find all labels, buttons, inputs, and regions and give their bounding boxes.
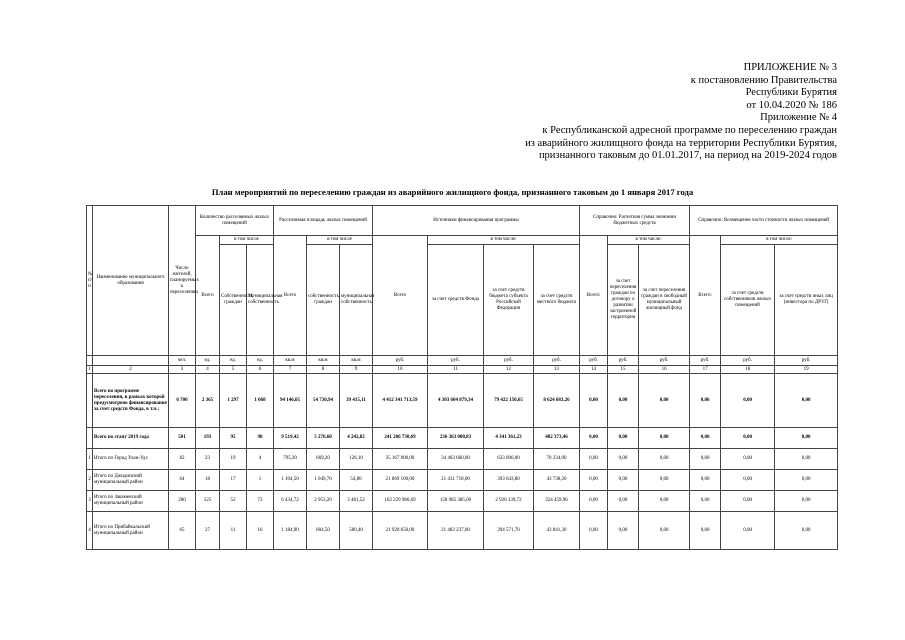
cell: 73 bbox=[247, 491, 274, 512]
cell: 0,00 bbox=[639, 449, 690, 470]
colnum-cell: 1 bbox=[88, 366, 91, 372]
cell: 0,00 bbox=[608, 512, 639, 550]
subheader: за счет средств местного бюджета bbox=[534, 245, 580, 356]
cell: 4 242,82 bbox=[340, 428, 373, 449]
units-cell: кв.м bbox=[307, 356, 340, 366]
header-line: признанного таковым до 01.01.2017, на период на 2019-2024 годов bbox=[538, 150, 837, 162]
colnum-cell: 5 bbox=[220, 366, 247, 374]
cell: 19 bbox=[220, 449, 247, 470]
subheader-incl: в том числе bbox=[307, 236, 373, 245]
cell: 2 365 bbox=[196, 374, 220, 428]
cell: 0,00 bbox=[721, 374, 775, 428]
colnum-cell: 2 bbox=[93, 366, 169, 374]
units-cell: ед. bbox=[247, 356, 274, 366]
cell: 1 068 bbox=[247, 374, 274, 428]
cell: 0,00 bbox=[721, 449, 775, 470]
cell: 280 bbox=[169, 491, 196, 512]
cell: 0,00 bbox=[690, 449, 721, 470]
cell: 43 738,20 bbox=[534, 470, 580, 491]
cell: 52 bbox=[220, 491, 247, 512]
header-economy: Справочно: Расчетная сумма экономии бюджетных средств bbox=[580, 206, 690, 236]
cell: 6 700 bbox=[169, 374, 196, 428]
cell: 0,00 bbox=[580, 512, 608, 550]
cell: 9 519,42 bbox=[274, 428, 307, 449]
cell: 43 841,30 bbox=[534, 512, 580, 550]
table-row bbox=[87, 449, 838, 470]
header-resettled: Число жителей, планируемых к переселению bbox=[169, 206, 196, 356]
row-name: Итого по Прибайкальский муниципальный район bbox=[93, 512, 169, 550]
row-name: Всего по этапу 2019 года bbox=[93, 428, 169, 449]
cell: 158 985 385,00 bbox=[428, 491, 484, 512]
cell: 27 bbox=[196, 512, 220, 550]
subheader: за счет средств Фонда bbox=[428, 245, 484, 356]
units-cell: руб. bbox=[721, 356, 775, 366]
units-cell: руб. bbox=[428, 356, 484, 366]
cell: 0,00 bbox=[608, 449, 639, 470]
cell: 79 422 150,65 bbox=[484, 374, 534, 428]
cell: 21 431 718,00 bbox=[428, 470, 484, 491]
cell: 11 bbox=[220, 512, 247, 550]
colnum-cell: 7 bbox=[274, 366, 307, 374]
row-num: 2 bbox=[87, 470, 93, 491]
subheader: Всего bbox=[373, 236, 428, 356]
units-cell: руб. bbox=[534, 356, 580, 366]
cell: 1 104,50 bbox=[274, 470, 307, 491]
colnum-cell: 15 bbox=[608, 366, 639, 374]
cell: 193 bbox=[196, 428, 220, 449]
cell: 0,00 bbox=[775, 512, 838, 550]
cell: 5 276,60 bbox=[307, 428, 340, 449]
subheader: за счет переселения граждан по договору о развитии застроенной территории bbox=[608, 245, 639, 356]
colnum-cell: 10 bbox=[373, 366, 428, 374]
colnum-cell: 6 bbox=[247, 366, 274, 374]
subheader: за счет средств бюджета субъекта Российской Федерации bbox=[484, 245, 534, 356]
units-cell: чел. bbox=[169, 356, 196, 366]
cell: 482 373,46 bbox=[534, 428, 580, 449]
cell: 21 869 100,00 bbox=[373, 470, 428, 491]
cell: 0,00 bbox=[639, 428, 690, 449]
subheader: за счет средств собственников жилых помещений bbox=[721, 245, 775, 356]
table-row bbox=[87, 428, 838, 449]
cell: 35 167 000,00 bbox=[373, 449, 428, 470]
subheader-incl: в том числе: bbox=[608, 236, 690, 245]
header-sources: Источники финансирования программы bbox=[373, 206, 580, 236]
cell: 669,20 bbox=[307, 449, 340, 470]
row-name: Итого по Джидинский муниципальный район bbox=[93, 470, 169, 491]
subheader: Муниципальная собственность bbox=[247, 245, 274, 356]
cell: 0,00 bbox=[721, 512, 775, 550]
row-name: Итого по Закаменский муниципальный район bbox=[93, 491, 169, 512]
cell: 604,50 bbox=[307, 512, 340, 550]
header-line: Приложение № 4 bbox=[760, 112, 837, 124]
cell: 394 571,70 bbox=[484, 512, 534, 550]
cell: 0,00 bbox=[639, 512, 690, 550]
header-name: Наименование муниципального образования bbox=[93, 206, 169, 356]
cell: 393 643,80 bbox=[484, 470, 534, 491]
cell: 0,00 bbox=[775, 449, 838, 470]
cell: 0,00 bbox=[608, 470, 639, 491]
cell: 0,00 bbox=[775, 491, 838, 512]
row-num: 3 bbox=[87, 491, 93, 512]
cell: 3 481,52 bbox=[340, 491, 373, 512]
subheader: Всего: bbox=[580, 236, 608, 356]
cell: 0,00 bbox=[580, 491, 608, 512]
subheader: Всего bbox=[274, 236, 307, 356]
cell: 21 482 237,00 bbox=[428, 512, 484, 550]
cell: 64 bbox=[169, 470, 196, 491]
cell: 236 363 000,83 bbox=[428, 428, 484, 449]
cell: 1 297 bbox=[220, 374, 247, 428]
subheader-incl: в том числе bbox=[220, 236, 274, 245]
cell: 23 bbox=[196, 449, 220, 470]
cell: 580,40 bbox=[340, 512, 373, 550]
row-name: Итого по Город Улан-Удэ bbox=[93, 449, 169, 470]
cell: 0,00 bbox=[580, 449, 608, 470]
units-cell: руб. bbox=[775, 356, 838, 366]
colnum-cell: 4 bbox=[196, 366, 220, 374]
table-row bbox=[87, 470, 838, 491]
cell: 0,00 bbox=[580, 428, 608, 449]
header-line: Республики Бурятия bbox=[745, 87, 837, 99]
units-cell bbox=[93, 356, 169, 366]
subheader: муниципальная собственность bbox=[340, 245, 373, 356]
cell: 2 920 139,72 bbox=[484, 491, 534, 512]
cell: 0,00 bbox=[690, 512, 721, 550]
cell: 0,00 bbox=[690, 374, 721, 428]
subheader-incl: в том числе: bbox=[428, 236, 580, 245]
units-cell: руб. bbox=[580, 356, 608, 366]
subheader: Всего: bbox=[690, 236, 721, 356]
colnum-cell: 11 bbox=[428, 366, 484, 374]
units-cell: кв.м bbox=[274, 356, 307, 366]
units-cell: кв.м bbox=[340, 356, 373, 366]
cell: 0,00 bbox=[608, 491, 639, 512]
cell: 0,00 bbox=[721, 491, 775, 512]
colnum-cell: 9 bbox=[340, 366, 373, 374]
header-line: к постановлению Правительства bbox=[690, 74, 837, 86]
units-cell: ед. bbox=[196, 356, 220, 366]
table-row bbox=[87, 491, 838, 512]
cell: 795,30 bbox=[274, 449, 307, 470]
cell: 17 bbox=[220, 470, 247, 491]
colnum-cell: 14 bbox=[580, 366, 608, 374]
cell: 241 286 730,69 bbox=[373, 428, 428, 449]
units-cell: руб. bbox=[690, 356, 721, 366]
cell: 21 920 650,00 bbox=[373, 512, 428, 550]
row-num: 4 bbox=[87, 512, 93, 550]
cell: 0,00 bbox=[639, 470, 690, 491]
row-name: Всего по программе переселения, в рамках которой предусмотрено финансирование за счет средств Фонда, в т.ч.: bbox=[93, 374, 169, 428]
plan-table bbox=[86, 205, 838, 550]
cell: 54 730,94 bbox=[307, 374, 340, 428]
subheader: Всего bbox=[196, 236, 220, 356]
header-line: к Республиканской адресной программе по переселению граждан bbox=[542, 124, 837, 136]
cell: 324 459,96 bbox=[534, 491, 580, 512]
colnum-cell: 17 bbox=[690, 366, 721, 374]
cell: 501 bbox=[169, 428, 196, 449]
cell: 0,00 bbox=[580, 374, 608, 428]
units-cell: руб. bbox=[639, 356, 690, 366]
header-num: № п/п bbox=[87, 206, 93, 356]
cell: 2 953,20 bbox=[307, 491, 340, 512]
cell: 18 bbox=[196, 470, 220, 491]
cell: 1 bbox=[247, 470, 274, 491]
cell: 8 624 683,26 bbox=[534, 374, 580, 428]
subheader: за счет переселения граждан в свободный муниципальный жилищный фонд bbox=[639, 245, 690, 356]
cell: 4 412 341 713,59 bbox=[373, 374, 428, 428]
subheader-incl: в том числе: bbox=[721, 236, 838, 245]
cell: 0,00 bbox=[775, 470, 838, 491]
cell: 1 049,70 bbox=[307, 470, 340, 491]
colnum-cell: 18 bbox=[721, 366, 775, 374]
cell: 4 bbox=[247, 449, 274, 470]
header-line: от 10.04.2020 № 186 bbox=[746, 99, 837, 111]
cell: 0,00 bbox=[639, 374, 690, 428]
cell: 0,00 bbox=[721, 428, 775, 449]
subheader: Собственность граждан bbox=[220, 245, 247, 356]
cell: 0,00 bbox=[608, 374, 639, 428]
cell: 1 184,90 bbox=[274, 512, 307, 550]
cell: 0,00 bbox=[690, 470, 721, 491]
header-area: Расселяемая площадь жилых помещений bbox=[274, 206, 373, 236]
cell: 0,00 bbox=[721, 470, 775, 491]
header-rooms: Количество расселяемых жилых помещений bbox=[196, 206, 274, 236]
cell: 126,10 bbox=[340, 449, 373, 470]
cell: 0,00 bbox=[775, 428, 838, 449]
cell: 0,00 bbox=[775, 374, 838, 428]
cell: 34 463 660,00 bbox=[428, 449, 484, 470]
units-cell: ед. bbox=[220, 356, 247, 366]
header-line: из аварийного жилищного фонда на территории Республики Бурятия, bbox=[525, 137, 837, 149]
header-reimbursement: Справочно: Возмещение части стоимости жилых помещений bbox=[690, 206, 838, 236]
units-cell: руб. bbox=[373, 356, 428, 366]
cell: 70 334,00 bbox=[534, 449, 580, 470]
cell: 0,00 bbox=[690, 428, 721, 449]
table-row bbox=[87, 512, 838, 550]
cell: 54,80 bbox=[340, 470, 373, 491]
cell: 0,00 bbox=[608, 428, 639, 449]
cell: 95 bbox=[220, 428, 247, 449]
page-title: План мероприятий по переселению граждан из аварийного жилищного фонда, признанного таковым до 1 января 2017 года bbox=[211, 187, 694, 197]
colnum-cell: 13 bbox=[534, 366, 580, 374]
units-cell: руб. bbox=[484, 356, 534, 366]
table-row bbox=[87, 374, 838, 428]
cell: 4 341 361,23 bbox=[484, 428, 534, 449]
row-num: 1 bbox=[87, 449, 93, 470]
cell: 0,00 bbox=[580, 470, 608, 491]
cell: 0,00 bbox=[690, 491, 721, 512]
colnum-cell: 19 bbox=[775, 366, 838, 374]
appendix-header bbox=[525, 62, 837, 163]
units-cell: руб. bbox=[608, 356, 639, 366]
cell: 16 bbox=[247, 512, 274, 550]
cell: 98 bbox=[247, 428, 274, 449]
cell: 0,00 bbox=[639, 491, 690, 512]
cell: 125 bbox=[196, 491, 220, 512]
colnum-cell: 8 bbox=[307, 366, 340, 374]
cell: 4 303 604 879,34 bbox=[428, 374, 484, 428]
cell: 94 146,05 bbox=[274, 374, 307, 428]
colnum-cell: 16 bbox=[639, 366, 690, 374]
cell: 82 bbox=[169, 449, 196, 470]
subheader: за счет средств иных лиц (инвестора по ДРЗТ) bbox=[775, 245, 838, 356]
header-line: ПРИЛОЖЕНИЕ № 3 bbox=[743, 62, 837, 73]
cell: 162 229 980,69 bbox=[373, 491, 428, 512]
colnum-cell: 12 bbox=[484, 366, 534, 374]
cell: 39 415,11 bbox=[340, 374, 373, 428]
colnum-cell: 3 bbox=[169, 366, 196, 374]
cell: 65 bbox=[169, 512, 196, 550]
cell: 6 434,72 bbox=[274, 491, 307, 512]
subheader: собственность граждан bbox=[307, 245, 340, 356]
cell: 633 006,00 bbox=[484, 449, 534, 470]
